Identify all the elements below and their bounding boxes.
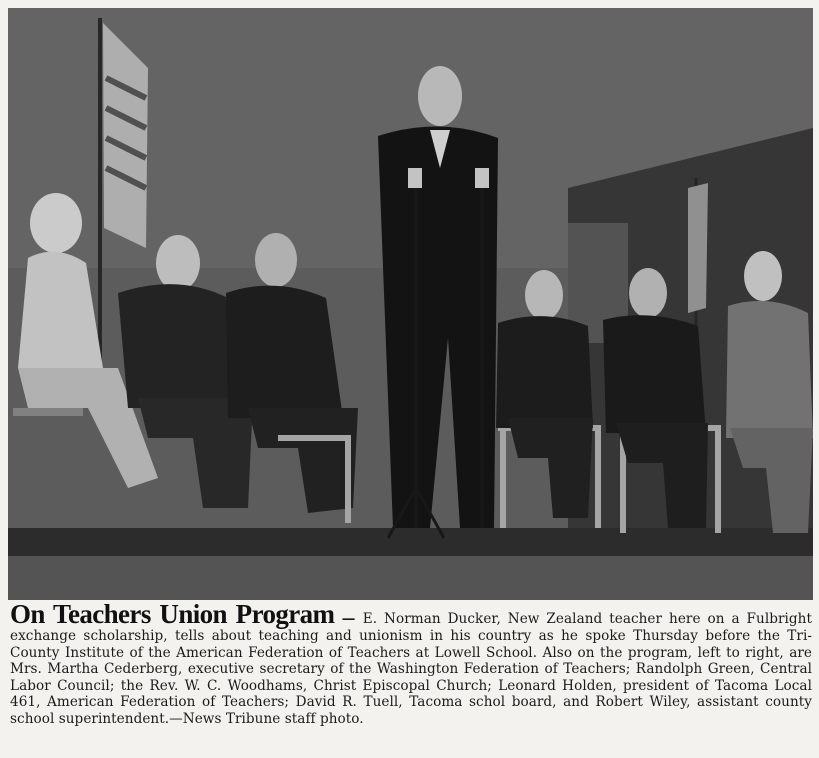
caption-headline: On Teachers Union Program <box>10 599 335 629</box>
photo-caption <box>10 601 812 753</box>
caption-separator: — <box>334 611 363 627</box>
caption-body: E. Norman Ducker, New Zealand teacher here on a Fulbright exchange scholarship, tells about teaching and unionism in his country as he spoke Thursday before the Tri-County Institute of the American Federation of Teachers at Lowell School. Also on the program, left to right, are Mrs. Martha Cederberg, executive secretary of the Washington Federation of Teachers; Randolph Green, Central Labor Council; the Rev. W. C. Woodhams, Christ Episcopal Church; Leonard Holden, president of Tacoma Local 461, American Federation of Teachers; David R. Tuell, Tacoma schol board, and Robert Wiley, assistant county school superintendent.—News Tribune staff photo. <box>10 611 812 727</box>
stage-photo-illustration <box>8 8 813 600</box>
news-photo <box>8 8 813 600</box>
